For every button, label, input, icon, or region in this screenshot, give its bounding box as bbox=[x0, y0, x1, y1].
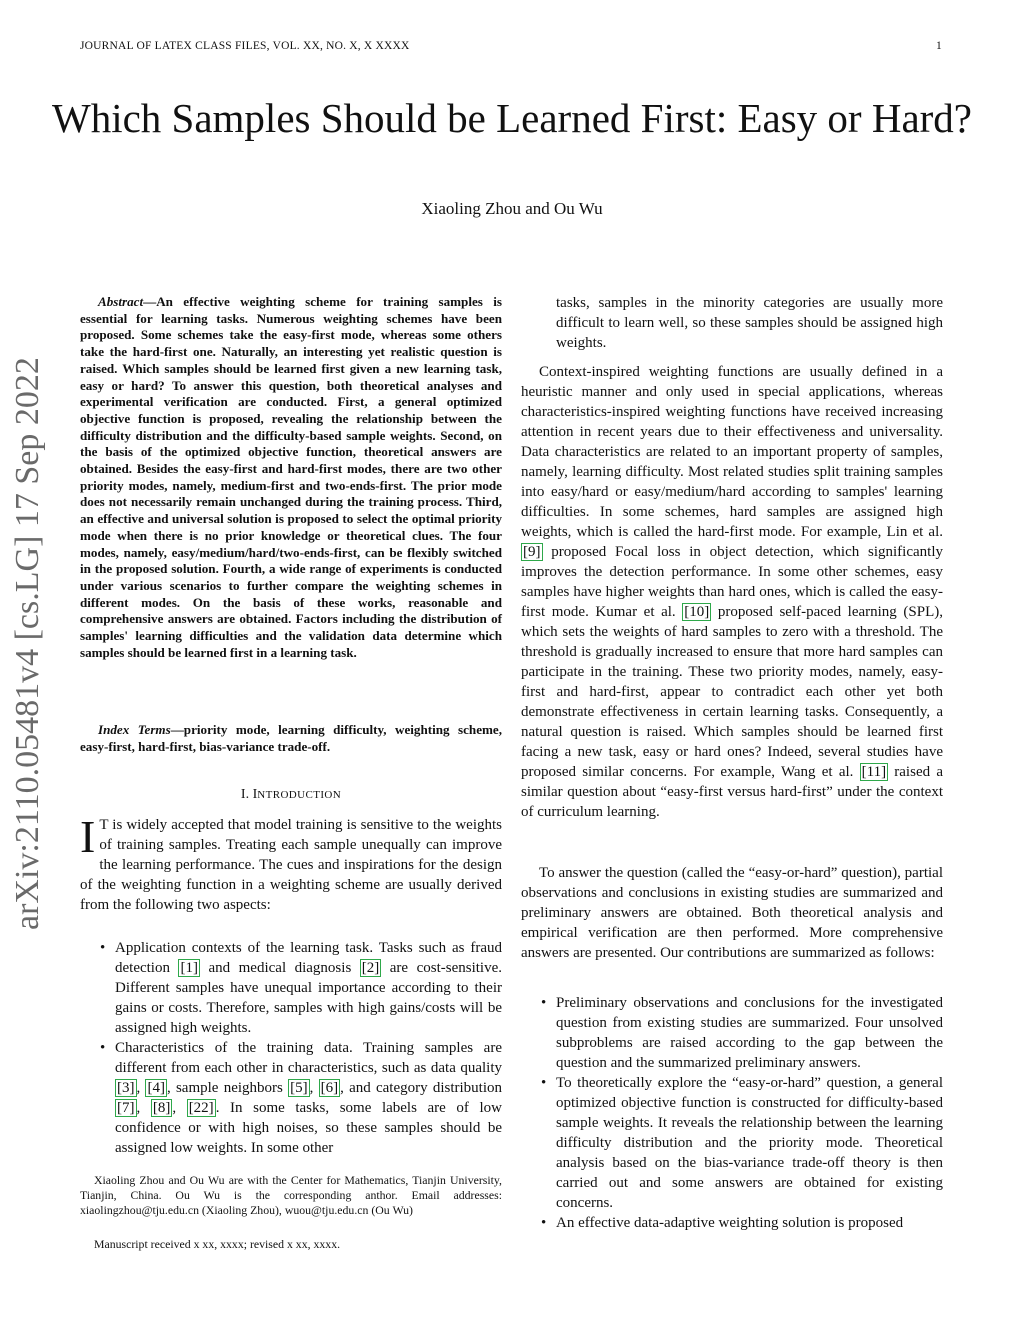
citation-link[interactable]: [6] bbox=[320, 1080, 339, 1096]
paper-title: Which Samples Should be Learned First: Easy or Hard? bbox=[52, 95, 972, 141]
citation-link[interactable]: [22] bbox=[188, 1100, 214, 1116]
bullet-continuation: tasks, samples in the minority categories are usually more difficult to learn well, so these samples should be assigned high weights. bbox=[556, 295, 943, 351]
footnote-manuscript: Manuscript received x xx, xxxx; revised x xx, xxxx. bbox=[94, 1237, 341, 1251]
intro-text: T is widely accepted that model training is sensitive to the weights of training samples. Treating each sample unequally can improve the learning performance. The cues and inspirations for the design of the weighting function in a weighting scheme are usually derived from the following two aspects: bbox=[80, 817, 502, 913]
citation-link[interactable]: [4] bbox=[147, 1080, 165, 1096]
list-item: • To theoretically explore the “easy-or-hard” question, a general optimized objective function is constructed for difficulty-based sample weights. It reveals the relationship between the learning difficulty distribution and the priority mode. Theoretical analysis based on the bias-variance trade-off theory is then carried out and some answers are obtained for existing concerns. bbox=[521, 1073, 943, 1213]
list-item: • Characteristics of the training data. Training samples are different from each other in characteristics, such as data quality [3] , [4] , sample neighbors [5] , [6] , and category distribution [7] , [8] , [22] . In some tasks, some labels are of low confidence or with high noises, so these samples should be assigned low weights. In some other bbox=[80, 1038, 502, 1158]
index-terms-label: Index Terms bbox=[98, 722, 171, 737]
list-item: • Application contexts of the learning task. Tasks such as fraud detection [1] and medical diagnosis [2] are cost-sensitive. Different samples have unequal importance according to their gains or costs. Therefore, samples with high gains/costs will be assigned high weights. bbox=[80, 938, 502, 1038]
index-terms-text: —priority mode, learning difficulty, weighting scheme, easy-first, hard-first, bias-variance trade-off. bbox=[80, 722, 502, 754]
drop-cap: I bbox=[80, 811, 96, 862]
page-number: 1 bbox=[936, 40, 942, 52]
abstract bbox=[80, 294, 502, 661]
contributions-list bbox=[521, 993, 943, 1233]
footnote-affiliation: Xiaoling Zhou and Ou Wu are with the Center for Mathematics, Tianjin University, Tianjin, China. Ou Wu is the corresponding anthor. Email addresses: xiaolingzhou@tju.edu.cn (Xiaoling Zhou), wuou@tju.edu.cn (Ou Wu) bbox=[80, 1173, 502, 1217]
citation-link[interactable]: [3] bbox=[117, 1080, 135, 1096]
section-number: I. bbox=[240, 787, 250, 802]
intro-paragraph bbox=[80, 811, 502, 915]
running-header: JOURNAL OF LATEX CLASS FILES, VOL. XX, NO. X, X XXXX bbox=[80, 40, 410, 52]
citation-link[interactable]: [9] bbox=[523, 544, 541, 560]
body-paragraph: Context-inspired weighting functions are usually defined in a heuristic manner and only used in special applications, whereas characteristics-inspired weighting functions have received increasing attention in recent years due to their effectiveness and universality. Data characteristics are related to an important property of samples, namely, learning difficulty. Most related studies split training samples into easy/hard or easy/medium/hard according to samples' learning difficulties. In some schemes, hard samples are assigned high weights, which is called the hard-first mode. For example, Lin et al. [9] proposed Focal loss in object detection, which significantly improves the detection performance. In some other schemes, easy samples have higher weights than hard ones, which is called the easy-first mode. Kumar et al. [10] proposed self-paced learning (SPL), which sets the weights of hard samples to zero with a threshold. The threshold is gradually increased to ensure that more hard samples can participate in the training. These two priority modes, namely, easy-first and hard-first, appear to contradict each other yet both demonstrate effectiveness in certain learning tasks. Consequently, a natural question is raised. Which samples should be learned first facing a new task, easy or hard ones? Indeed, several studies have proposed similar concerns. For example, Wang et al. [11] raised a similar question about “easy-first versus hard-first” under the context of curriculum learning. bbox=[521, 364, 943, 820]
list-item: • An effective data-adaptive weighting solution is proposed bbox=[521, 1213, 943, 1233]
abstract-text: —An effective weighting scheme for training samples is essential for learning tasks. Numerous weighting schemes have been proposed. Some schemes take the easy-first mode, whereas some others take the hard-first one. Naturally, an interesting yet realistic question is raised. Which samples should be learned first given a new learning task, easy or hard? To answer this question, both theoretical analyses and experimental verification are conducted. First, a general optimized objective function is proposed, revealing the relationship between the difficulty distribution and the difficulty-based sample weights. Second, on the basis of the optimized objective function, theoretical answers are obtained. Besides the easy-first and hard-first modes, there are two other priority modes, namely, medium-first and two-ends-first. The prior mode does not necessarily remain unchanged during the training process. Third, an effective and universal solution is proposed to select the optimal priority mode when there is no prior knowledge or theoretical clues. The four modes, namely, easy/medium/hard/two-ends-first, can be flexibly switched in the proposed solution. Fourth, a wide range of experiments is conducted under various scenarios to further compare the weighting schemes in different modes. On the basis of these works, reasonable and comprehensive answers are obtained. Factors including the distribution of samples' learning difficulties and the validation data determine which samples should be learned first in a learning task. bbox=[80, 294, 502, 660]
citation-link[interactable]: [7] bbox=[117, 1100, 135, 1116]
section-title-cap: I bbox=[252, 787, 258, 802]
author-list: Xiaoling Zhou and Ou Wu bbox=[421, 199, 603, 218]
citation-link[interactable]: [10] bbox=[684, 604, 710, 620]
section-title-rest: NTRODUCTION bbox=[257, 789, 342, 801]
list-item: • Preliminary observations and conclusions for the investigated question from existing studies are summarized. Four unsolved subproblems are raised according to the gap between the question and the summarized preliminary answers. bbox=[521, 993, 943, 1073]
citation-link[interactable]: [11] bbox=[861, 764, 887, 780]
citation-link[interactable]: [2] bbox=[361, 960, 380, 976]
body-paragraph: To answer the question (called the “easy-or-hard” question), partial observations and conclusions in existing studies are summarized and preliminary answers are obtained. Both theoretical analysis and empirical verification are then performed. More comprehensive answers are presented. Our contributions are summarized as follows: bbox=[521, 865, 943, 961]
citation-link[interactable]: [5] bbox=[290, 1080, 308, 1096]
arxiv-stamp: arXiv:2110.05481v4 [cs.LG] 17 Sep 2022 bbox=[9, 357, 46, 930]
citation-link[interactable]: [1] bbox=[180, 960, 198, 976]
index-terms bbox=[80, 722, 502, 755]
left-bullet-list bbox=[80, 938, 502, 1158]
citation-link[interactable]: [8] bbox=[152, 1100, 171, 1116]
section-heading bbox=[80, 787, 502, 803]
abstract-label: Abstract bbox=[98, 294, 144, 309]
